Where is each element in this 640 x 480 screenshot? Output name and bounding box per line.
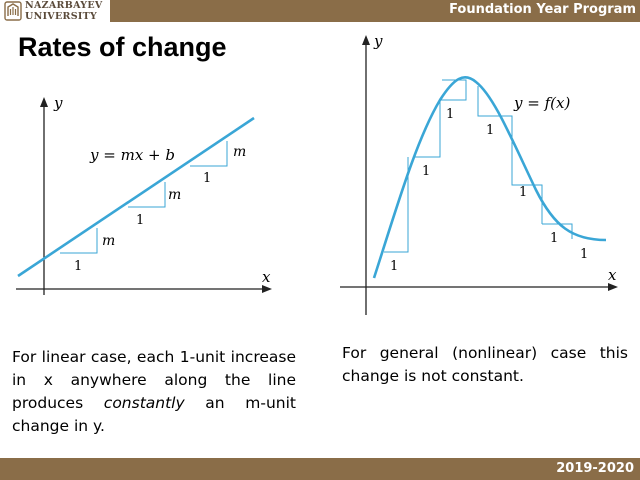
linear-line	[18, 118, 254, 276]
linear-step-1	[60, 228, 97, 253]
university-seal-icon	[3, 1, 23, 21]
logo-line-2: UNIVERSITY	[25, 11, 98, 22]
y-axis-label: y	[54, 94, 63, 112]
y-axis-arrow-icon	[362, 35, 370, 45]
step-1-run-label: 1	[74, 259, 83, 274]
program-name: Foundation Year Program	[449, 2, 636, 17]
curve-step-3-run-label: 1	[446, 107, 455, 122]
linear-diagram	[10, 90, 300, 305]
linear-equation: y = mx + b	[90, 146, 175, 164]
slide-title: Rates of change	[18, 32, 227, 62]
linear-caption	[12, 346, 296, 438]
linear-step-3	[190, 141, 227, 166]
header-bar	[0, 0, 640, 22]
step-2-run-label: 1	[136, 213, 145, 228]
step-2-rise-label: m	[168, 187, 182, 203]
y-axis-arrow-icon	[40, 97, 48, 107]
curve-step-2-run-label: 1	[422, 164, 431, 179]
university-logo	[0, 0, 110, 22]
nonlinear-curve	[374, 77, 606, 278]
curve-step-6-run-label: 1	[550, 231, 559, 246]
linear-caption-text: For linear case, each 1-unit increase in x anywhere along the line produces	[12, 348, 296, 412]
x-axis-arrow-icon	[262, 285, 272, 293]
y-axis-label: y	[374, 32, 383, 50]
curve-step-5	[512, 176, 542, 224]
x-axis-label: x	[608, 266, 617, 284]
nonlinear-caption: For general (nonlinear) case this change is not constant.	[342, 344, 628, 385]
linear-caption-end: an m-unit change in y.	[12, 394, 296, 435]
linear-caption-emphasis: constantly	[103, 394, 185, 412]
step-1-rise-label: m	[102, 233, 116, 249]
academic-year: 2019-2020	[556, 461, 634, 476]
curve-step-7-run-label: 1	[580, 247, 589, 262]
curve-equation: y = f(x)	[514, 94, 571, 112]
step-3-rise-label: m	[233, 144, 247, 160]
footer-bar	[0, 458, 640, 480]
x-axis-arrow-icon	[608, 283, 618, 291]
nonlinear-diagram	[336, 30, 630, 325]
curve-step-1-run-label: 1	[390, 259, 399, 274]
logo-line-1: NAZARBAYEV	[25, 0, 103, 11]
step-3-run-label: 1	[203, 171, 212, 186]
curve-step-4-run-label: 1	[486, 123, 495, 138]
linear-step-2	[128, 182, 165, 207]
x-axis-label: x	[262, 268, 271, 286]
curve-step-5-run-label: 1	[519, 185, 528, 200]
